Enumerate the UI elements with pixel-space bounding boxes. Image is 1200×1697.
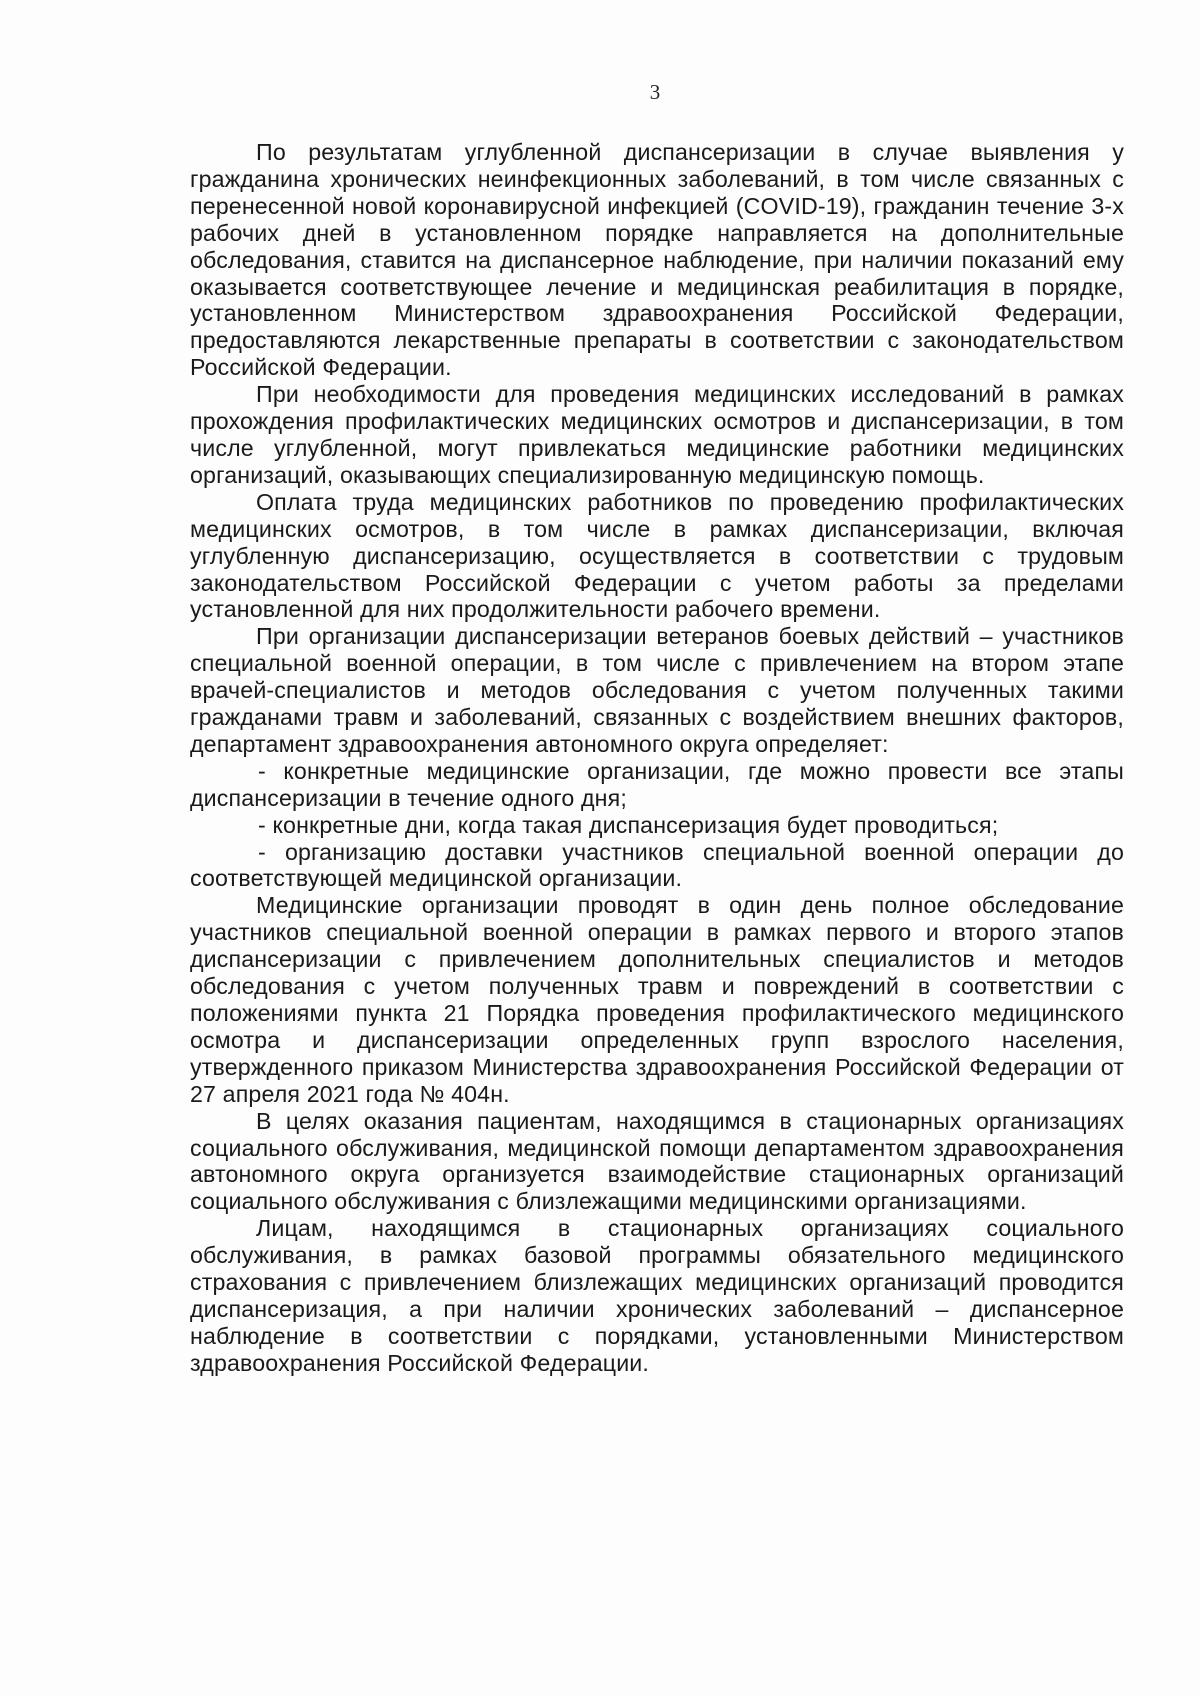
list-item-delivery-organization: - организацию доставки участников специальной военной операции до соответствующей медицинской организации. <box>190 838 1124 892</box>
paragraph-one-day-examination: Медицинские организации проводят в один день полное обследование участников специальной военной операции в рамках первого и второго этапов диспансеризации с привлечением дополнительных специалистов и методов обследования с учетом полученных травм и повреждений в соответствии с положениями пункта 21 Порядка проведения профилактического медицинского осмотра и диспансеризации определенных групп взрослого населения, утвержденного приказом Министерства здравоохранения Российской Федерации от 27 апреля 2021 года № 404н. <box>190 892 1124 1107</box>
paragraph-in-depth-screening-results: По результатам углубленной диспансеризации в случае выявления у гражданина хронических неинфекционных заболеваний, в том числе связанных с перенесенной новой коронавирусной инфекцией (COVID-19), гражданин течение 3-х рабочих дней в установленном порядке направляется на дополнительные обследования, ставится на диспансерное наблюдение, при наличии показаний ему оказывается соответствующее лечение и медицинская реабилитация в порядке, установленном Министерством здравоохранения Российской Федерации, предоставляются лекарственные препараты в соответствии с законодательством Российской Федерации. <box>190 139 1124 381</box>
paragraph-involving-medical-workers: При необходимости для проведения медицинских исследований в рамках прохождения профилактических медицинских осмотров и диспансеризации, в том числе углубленной, могут привлекаться медицинские работники медицинских организаций, оказывающих специализированную медицинскую помощь. <box>190 381 1124 488</box>
paragraph-labor-payment: Оплата труда медицинских работников по проведению профилактических медицинских осмотров, в том числе в рамках диспансеризации, включая углубленную диспансеризацию, осуществляется в соответствии с трудовым законодательством Российской Федерации с учетом работы за пределами установленной для них продолжительности рабочего времени. <box>190 488 1124 623</box>
paragraph-social-service-interaction: В целях оказания пациентам, находящимся в стационарных организациях социального обслуживания, медицинской помощи департаментом здравоохранения автономного округа организуется взаимодействие стационарных организаций социального обслуживания с близлежащими медицинскими организациями. <box>190 1107 1124 1215</box>
paragraph-social-service-screening: Лицам, находящимся в стационарных организациях социального обслуживания, в рамках базовой программы обязательного медицинского страхования с привлечением близлежащих медицинских организаций проводится диспансеризация, а при наличии хронических заболеваний – диспансерное наблюдение в соответствии с порядками, установленными Министерством здравоохранения Российской Федерации. <box>190 1215 1124 1376</box>
paragraph-veterans-screening: При организации диспансеризации ветеранов боевых действий – участников специальной военной операции, в том числе с привлечением на втором этапе врачей-специалистов и методов обследования с учетом полученных такими гражданами травм и заболеваний, связанных с воздействием внешних факторов, департамент здравоохранения автономного округа определяет: <box>190 623 1124 757</box>
document-body <box>190 139 1124 1377</box>
list-item-medical-organizations: - конкретные медицинские организации, где можно провести все этапы диспансеризации в течение одного дня; <box>190 757 1124 811</box>
page-number: 3 <box>649 80 661 104</box>
list-item-screening-days: - конкретные дни, когда такая диспансеризация будет проводиться; <box>258 811 999 838</box>
